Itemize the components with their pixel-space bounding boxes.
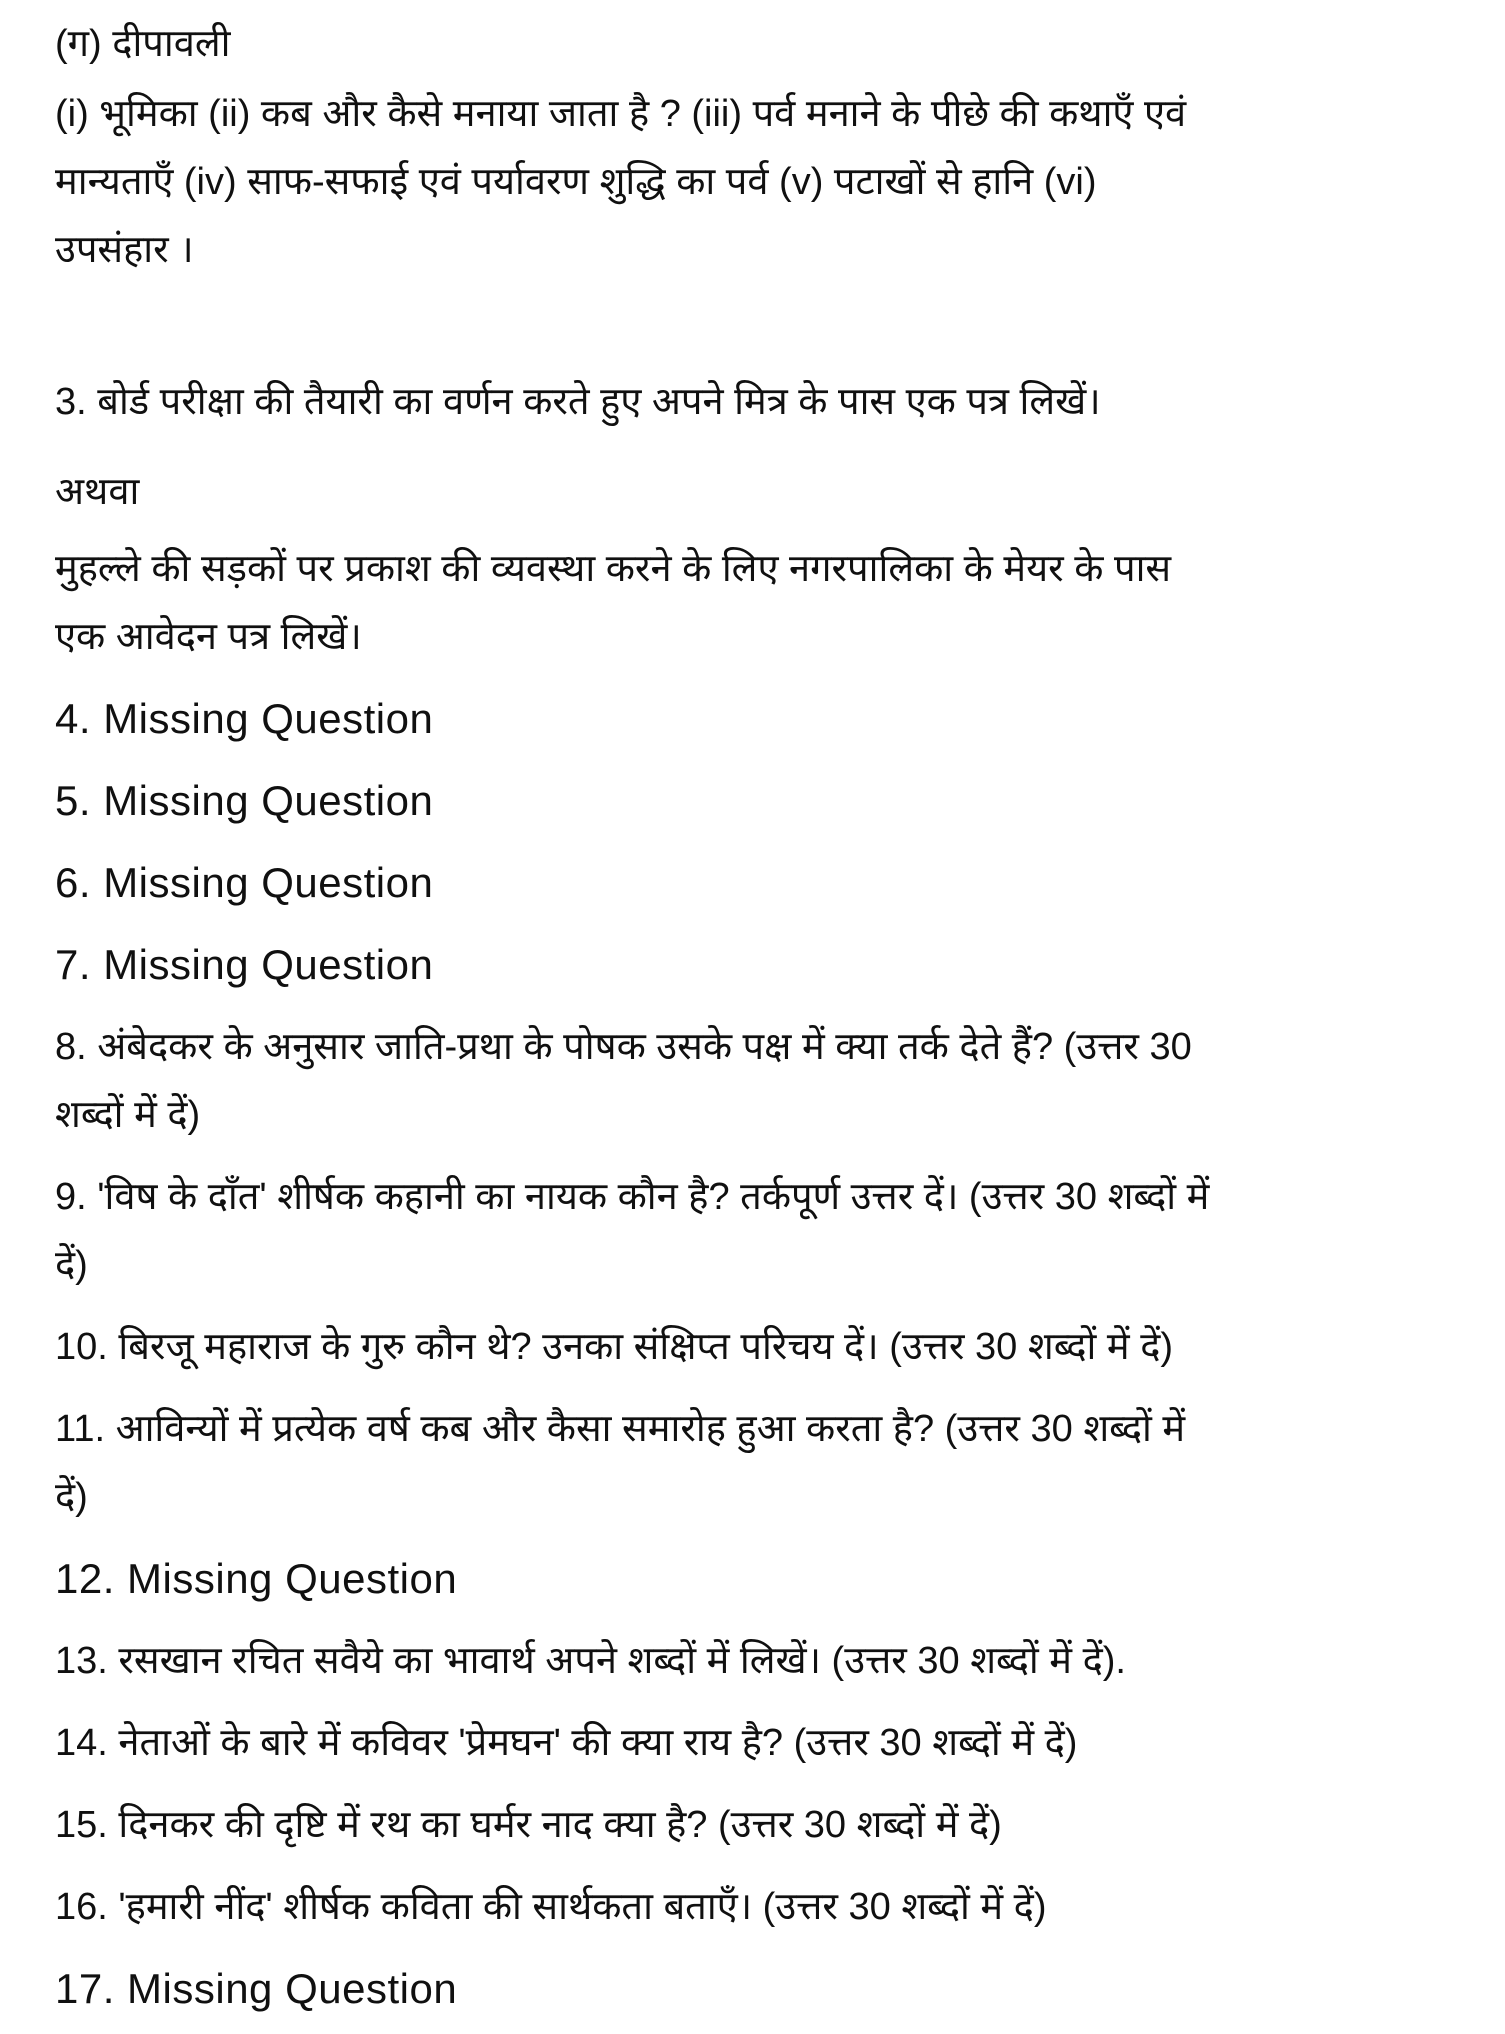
question-13 — [55, 1627, 1465, 1695]
question-12 — [55, 1545, 1465, 1613]
question-15 — [55, 1791, 1465, 1859]
question-14-text: 14. नेताओं के बारे में कविवर 'प्रेमघन' की क्या राय है? (उत्तर 30 शब्दों में दें) — [55, 1722, 1078, 1764]
question-8-line-1: 8. अंबेदकर के अनुसार जाति-प्रथा के पोषक उसके पक्ष में क्या तर्क देते हैं? (उत्तर 30 — [55, 1026, 1192, 1068]
question-7 — [55, 931, 1465, 999]
essay-outline — [55, 80, 1465, 284]
question-8 — [55, 1013, 1465, 1149]
section-heading — [55, 10, 1465, 78]
question-10 — [55, 1313, 1465, 1381]
question-15-text: 15. दिनकर की दृष्टि में रथ का घर्मर नाद क्या है? (उत्तर 30 शब्दों में दें) — [55, 1804, 1002, 1846]
section-heading-text: (ग) दीपावली — [55, 23, 231, 65]
question-14 — [55, 1709, 1465, 1777]
question-11-line-2: दें) — [55, 1476, 88, 1518]
question-3-alternative — [55, 535, 1465, 671]
question-4 — [55, 685, 1465, 753]
question-11-line-1: 11. आविन्यों में प्रत्येक वर्ष कब और कैसा समारोह हुआ करता है? (उत्तर 30 शब्दों में — [55, 1408, 1186, 1450]
question-3-alternative-line-2: एक आवेदन पत्र लिखें। — [55, 616, 362, 658]
question-13-text: 13. रसखान रचित सवैये का भावार्थ अपने शब्दों में लिखें। (उत्तर 30 शब्दों में दें). — [55, 1640, 1126, 1682]
question-3-text: 3. बोर्ड परीक्षा की तैयारी का वर्णन करते हुए अपने मित्र के पास एक पत्र लिखें। — [55, 381, 1101, 423]
question-5 — [55, 767, 1465, 835]
or-separator — [55, 458, 1465, 526]
question-9-line-2: दें) — [55, 1244, 88, 1286]
question-17 — [55, 1955, 1465, 2023]
question-17-text: 17. Missing Question — [55, 1965, 458, 2012]
question-11 — [55, 1395, 1465, 1531]
question-8-line-2: शब्दों में दें) — [55, 1094, 201, 1136]
essay-outline-line-3: उपसंहार । — [55, 229, 194, 271]
question-6 — [55, 849, 1465, 917]
question-7-text: 7. Missing Question — [55, 941, 434, 988]
question-10-text: 10. बिरजू महाराज के गुरु कौन थे? उनका संक्षिप्त परिचय दें। (उत्तर 30 शब्दों में दें) — [55, 1326, 1174, 1368]
or-separator-text: अथवा — [55, 471, 140, 513]
question-4-text: 4. Missing Question — [55, 695, 434, 742]
essay-outline-line-2: मान्यताएँ (iv) साफ-सफाई एवं पर्यावरण शुद्धि का पर्व (v) पटाखों से हानि (vi) — [55, 161, 1097, 203]
question-16-text: 16. 'हमारी नींद' शीर्षक कविता की सार्थकता बताएँ। (उत्तर 30 शब्दों में दें) — [55, 1886, 1047, 1928]
question-6-text: 6. Missing Question — [55, 859, 434, 906]
question-16 — [55, 1873, 1465, 1941]
question-5-text: 5. Missing Question — [55, 777, 434, 824]
question-9-line-1: 9. 'विष के दाँत' शीर्षक कहानी का नायक कौन है? तर्कपूर्ण उत्तर दें। (उत्तर 30 शब्दों में — [55, 1176, 1210, 1218]
essay-outline-line-1: (i) भूमिका (ii) कब और कैसे मनाया जाता है ? (iii) पर्व मनाने के पीछे की कथाएँ एवं — [55, 93, 1187, 135]
question-12-text: 12. Missing Question — [55, 1555, 458, 1602]
question-3-alternative-line-1: मुहल्ले की सड़कों पर प्रकाश की व्यवस्था करने के लिए नगरपालिका के मेयर के पास — [55, 548, 1172, 590]
question-3 — [55, 368, 1465, 436]
question-9 — [55, 1163, 1465, 1299]
